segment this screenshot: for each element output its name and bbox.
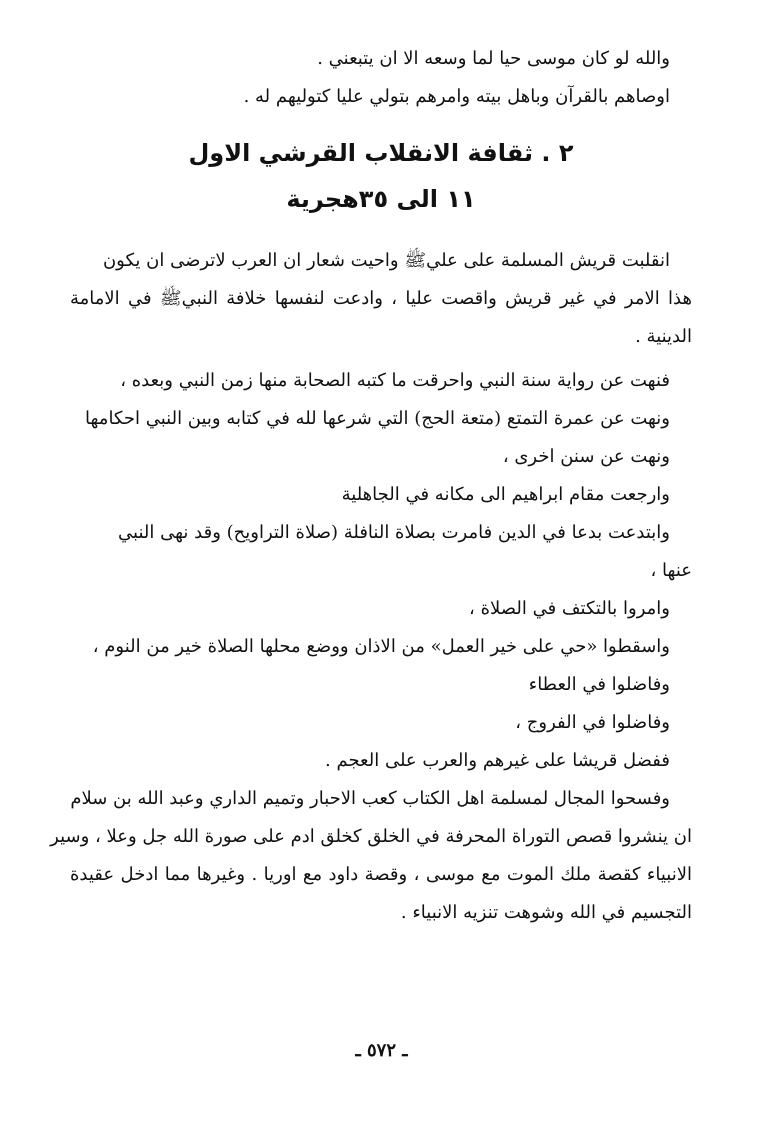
list-item: فنهت عن رواية سنة النبي واحرقت ما كتبه الصحابة منها زمن النبي وبعده ، [120,370,670,391]
list-item: ونهت عن عمرة التمتع (متعة الحج) التي شرعها لله في كتابه وبين النبي احكامها [85,408,670,429]
list-item: وارجعت مقام ابراهيم الى مكانه في الجاهلية [341,484,670,505]
intro-line: والله لو كان موسى حيا لما وسعه الا ان يتبعني . [317,48,670,69]
intro-line: اوصاهم بالقرآن وباهل بيته وامرهم بتولي عليا كتوليهم له . [243,86,670,107]
paragraph-2 [50,780,692,932]
page-number: ـ ٥٧٢ ـ [355,1040,408,1061]
section-title: ٢ . ثقافة الانقلاب القرشي الاول [188,139,574,167]
list-item: وامروا بالتكتف في الصلاة ، [469,598,670,619]
paragraph-line: هذا الامر في غير قريش واقصت عليا ، وادعت لنفسها خلافة النبيﷺ في الامامة [70,288,692,309]
paragraph-line: وفسحوا المجال لمسلمة اهل الكتاب كعب الاحبار وتميم الداري وعبد الله بن سلام [70,788,670,809]
page-body [50,40,692,932]
innovations-list [70,362,692,780]
paragraph-line: الدينية . [635,326,692,347]
paragraph-line: الانبياء كقصة ملك الموت مع موسى ، وقصة داود مع اوريا . وغيرها مما ادخل عقيدة [70,864,692,885]
list-item: وفاضلوا في الفروج ، [515,712,670,733]
list-item: وابتدعت بدعا في الدين فامرت بصلاة النافلة (صلاة التراويح) وقد نهى النبي [118,522,670,543]
list-item: واسقطوا «حي على خير العمل» من الاذان ووضع محلها الصلاة خير من النوم ، [92,636,670,657]
section-subtitle: ١١ الى ٣٥هجرية [286,185,476,213]
paragraph-line: انقلبت قريش المسلمة على عليﷺ واحيت شعار ان العرب لاترضى ان يكون [102,250,670,271]
paragraph-1 [70,242,692,356]
section-heading [70,130,692,222]
paragraph-line: ان ينشروا قصص التوراة المحرفة في الخلق كخلق ادم على صورة الله جل وعلا ، وسير [50,826,692,847]
paragraph-line: التجسيم في الله وشوهت تنزيه الانبياء . [400,902,692,923]
list-item: ففضل قريشا على غيرهم والعرب على العجم . [325,750,670,771]
intro-block [70,40,692,116]
list-item: وفاضلوا في العطاء [528,674,670,695]
list-item-continuation: عنها ، [650,560,692,581]
list-item: ونهت عن سنن اخرى ، [502,446,670,467]
